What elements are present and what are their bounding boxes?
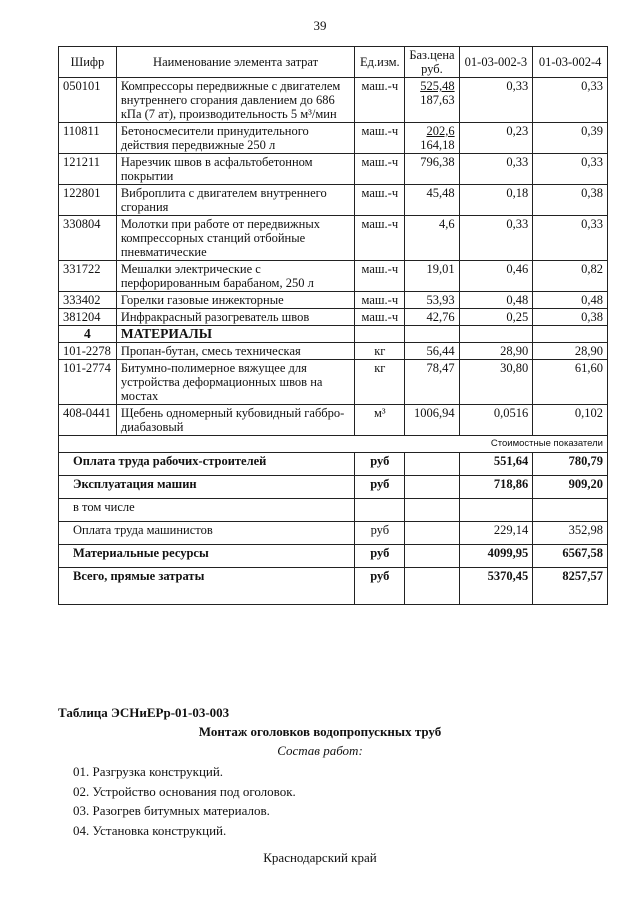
next-table-title: Таблица ЭСНиЕРр-01-03-003 bbox=[58, 705, 230, 720]
row-code: 333402 bbox=[59, 292, 117, 309]
price-value: 796,38 bbox=[420, 155, 455, 169]
summary-label: Оплата труда рабочих-строителей bbox=[59, 453, 355, 476]
row-unit: кг bbox=[355, 360, 405, 405]
row-value-4: 28,90 bbox=[533, 343, 608, 360]
row-unit: маш.-ч bbox=[355, 261, 405, 292]
operation-item: 02. Устройство основания под оголовок. bbox=[73, 783, 296, 799]
summary-unit bbox=[355, 499, 405, 522]
price-value: 45,48 bbox=[426, 186, 455, 200]
row-unit: маш.-ч bbox=[355, 123, 405, 154]
operation-item: 04. Установка конструкций. bbox=[73, 822, 227, 838]
row-value-3: 0,33 bbox=[459, 78, 533, 123]
cost-table bbox=[58, 46, 608, 605]
table-row bbox=[59, 360, 608, 405]
row-value-4: 0,38 bbox=[533, 185, 608, 216]
row-code: 101-2774 bbox=[59, 360, 117, 405]
row-name: Горелки газовые инжекторные bbox=[116, 292, 355, 309]
row-value-3: 28,90 bbox=[459, 343, 533, 360]
summary-value-4 bbox=[533, 499, 608, 522]
row-value-4: 61,60 bbox=[533, 360, 608, 405]
summary-row bbox=[59, 545, 608, 568]
row-value-3: 0,23 bbox=[459, 123, 533, 154]
summary-value-3 bbox=[459, 499, 533, 522]
row-price: 56,44 bbox=[405, 343, 459, 360]
summary-value-3: 718,86 bbox=[459, 476, 533, 499]
price-secondary-value: 164,18 bbox=[420, 138, 455, 152]
summary-row bbox=[59, 499, 608, 522]
summary-price-empty bbox=[405, 522, 459, 545]
summary-row bbox=[59, 568, 608, 605]
row-value-3: 0,0516 bbox=[459, 405, 533, 436]
summary-price-empty bbox=[405, 476, 459, 499]
price-value: 4,6 bbox=[438, 217, 455, 231]
row-value-3: 0,33 bbox=[459, 154, 533, 185]
cost-indicators-label: Стоимостные показатели bbox=[59, 436, 608, 453]
row-price bbox=[405, 123, 459, 154]
summary-price-empty bbox=[405, 453, 459, 476]
summary-section bbox=[59, 436, 608, 453]
summary-value-3: 5370,45 bbox=[459, 568, 533, 605]
summary-value-4: 6567,58 bbox=[533, 545, 608, 568]
row-code: 330804 bbox=[59, 216, 117, 261]
summary-unit: руб bbox=[355, 476, 405, 499]
page-number: 39 bbox=[313, 18, 327, 33]
table-row bbox=[59, 343, 608, 360]
header-col-3: 01-03-002-3 bbox=[459, 47, 533, 78]
price-value: 525,48 bbox=[420, 79, 455, 93]
cost-indicators-row bbox=[59, 436, 608, 453]
summary-label: в том числе bbox=[59, 499, 355, 522]
row-value-4: 0,48 bbox=[533, 292, 608, 309]
row-unit: маш.-ч bbox=[355, 154, 405, 185]
summary-value-4: 909,20 bbox=[533, 476, 608, 499]
table-row bbox=[59, 405, 608, 436]
operation-item: 03. Разогрев битумных материалов. bbox=[73, 803, 270, 818]
table-row bbox=[59, 185, 608, 216]
row-unit: маш.-ч bbox=[355, 78, 405, 123]
footer-region: Краснодарский край bbox=[263, 850, 377, 865]
summary-unit: руб bbox=[355, 522, 405, 545]
row-value-3: 0,25 bbox=[459, 309, 533, 326]
row-code: 122801 bbox=[59, 185, 117, 216]
row-price bbox=[405, 292, 459, 309]
summary-price-empty bbox=[405, 545, 459, 568]
table-row bbox=[59, 292, 608, 309]
row-name: Компрессоры передвижные с двигателем внутреннего сгорания давлением до 686 кПа (7 ат), производительность 5 м³/мин bbox=[116, 78, 355, 123]
header-unit: Ед.изм. bbox=[355, 47, 405, 78]
row-unit: маш.-ч bbox=[355, 185, 405, 216]
row-price: 78,47 bbox=[405, 360, 459, 405]
row-code: 121211 bbox=[59, 154, 117, 185]
summary-value-4: 780,79 bbox=[533, 453, 608, 476]
summary-row bbox=[59, 453, 608, 476]
row-name: Нарезчик швов в асфальтобетонном покрытии bbox=[116, 154, 355, 185]
row-code: 110811 bbox=[59, 123, 117, 154]
operation-item: 01. Разгрузка конструкций. bbox=[73, 764, 224, 779]
summary-label: Материальные ресурсы bbox=[59, 545, 355, 568]
materials-section bbox=[59, 326, 608, 343]
section-row bbox=[59, 326, 608, 343]
price-value: 53,93 bbox=[426, 293, 455, 307]
summary-price-empty bbox=[405, 499, 459, 522]
summary-label: Эксплуатация машин bbox=[59, 476, 355, 499]
row-value-4: 0,33 bbox=[533, 216, 608, 261]
summary-row bbox=[59, 522, 608, 545]
price-value: 19,01 bbox=[426, 262, 455, 276]
summary-value-4: 352,98 bbox=[533, 522, 608, 545]
summary-price-empty bbox=[405, 568, 459, 605]
row-value-4: 0,33 bbox=[533, 78, 608, 123]
operations-list bbox=[73, 762, 296, 840]
row-price bbox=[405, 216, 459, 261]
next-table-subtitle: Монтаж оголовков водопропускных труб bbox=[198, 724, 442, 739]
row-name: Инфракрасный разогреватель швов bbox=[116, 309, 355, 326]
row-value-3: 0,46 bbox=[459, 261, 533, 292]
row-price bbox=[405, 261, 459, 292]
row-value-4: 0,102 bbox=[533, 405, 608, 436]
row-unit: маш.-ч bbox=[355, 216, 405, 261]
summary-row bbox=[59, 476, 608, 499]
row-price: 1006,94 bbox=[405, 405, 459, 436]
summary-value-3: 229,14 bbox=[459, 522, 533, 545]
summary-rows bbox=[59, 453, 608, 605]
row-value-4: 0,39 bbox=[533, 123, 608, 154]
price-value: 202,6 bbox=[426, 124, 455, 138]
table-row bbox=[59, 261, 608, 292]
summary-unit: руб bbox=[355, 453, 405, 476]
row-name: Виброплита с двигателем внутреннего сгорания bbox=[116, 185, 355, 216]
row-value-3: 30,80 bbox=[459, 360, 533, 405]
row-value-3: 0,18 bbox=[459, 185, 533, 216]
row-unit: маш.-ч bbox=[355, 292, 405, 309]
table-row bbox=[59, 216, 608, 261]
summary-unit: руб bbox=[355, 568, 405, 605]
row-code: 408-0441 bbox=[59, 405, 117, 436]
row-value-3: 0,48 bbox=[459, 292, 533, 309]
row-price bbox=[405, 309, 459, 326]
summary-unit: руб bbox=[355, 545, 405, 568]
price-secondary-value: 187,63 bbox=[420, 93, 455, 107]
row-value-4: 0,38 bbox=[533, 309, 608, 326]
section-title: МАТЕРИАЛЫ bbox=[116, 326, 355, 343]
header-code: Шифр bbox=[59, 47, 117, 78]
row-value-4: 0,82 bbox=[533, 261, 608, 292]
row-name: Мешалки электрические с перфорированным барабаном, 250 л bbox=[116, 261, 355, 292]
row-name: Бетоносмесители принудительного действия передвижные 250 л bbox=[116, 123, 355, 154]
summary-value-4: 8257,57 bbox=[533, 568, 608, 605]
price-value: 42,76 bbox=[426, 310, 455, 324]
row-name: Щебень одномерный кубовидный габбро-диабазовый bbox=[116, 405, 355, 436]
section-code: 4 bbox=[59, 326, 117, 343]
summary-value-3: 4099,95 bbox=[459, 545, 533, 568]
row-value-4: 0,33 bbox=[533, 154, 608, 185]
header-col-4: 01-03-002-4 bbox=[533, 47, 608, 78]
table-header-row bbox=[59, 47, 608, 78]
row-name: Пропан-бутан, смесь техническая bbox=[116, 343, 355, 360]
row-price bbox=[405, 78, 459, 123]
row-name: Молотки при работе от передвижных компрессорных станций отбойные пневматические bbox=[116, 216, 355, 261]
header-price: Баз.цена руб. bbox=[405, 47, 459, 78]
summary-label: Всего, прямые затраты bbox=[59, 568, 355, 605]
row-price bbox=[405, 185, 459, 216]
header-name: Наименование элемента затрат bbox=[116, 47, 355, 78]
row-code: 101-2278 bbox=[59, 343, 117, 360]
machines-section bbox=[59, 78, 608, 326]
row-value-3: 0,33 bbox=[459, 216, 533, 261]
table-row bbox=[59, 309, 608, 326]
table-row bbox=[59, 154, 608, 185]
table-row bbox=[59, 78, 608, 123]
table-row bbox=[59, 123, 608, 154]
row-code: 381204 bbox=[59, 309, 117, 326]
row-price bbox=[405, 154, 459, 185]
works-heading: Состав работ: bbox=[277, 743, 363, 758]
row-unit: маш.-ч bbox=[355, 309, 405, 326]
row-code: 050101 bbox=[59, 78, 117, 123]
row-unit: кг bbox=[355, 343, 405, 360]
summary-label: Оплата труда машинистов bbox=[59, 522, 355, 545]
summary-value-3: 551,64 bbox=[459, 453, 533, 476]
row-code: 331722 bbox=[59, 261, 117, 292]
row-unit: м³ bbox=[355, 405, 405, 436]
materials-rows bbox=[59, 343, 608, 436]
row-name: Битумно-полимерное вяжущее для устройства деформационных швов на мостах bbox=[116, 360, 355, 405]
